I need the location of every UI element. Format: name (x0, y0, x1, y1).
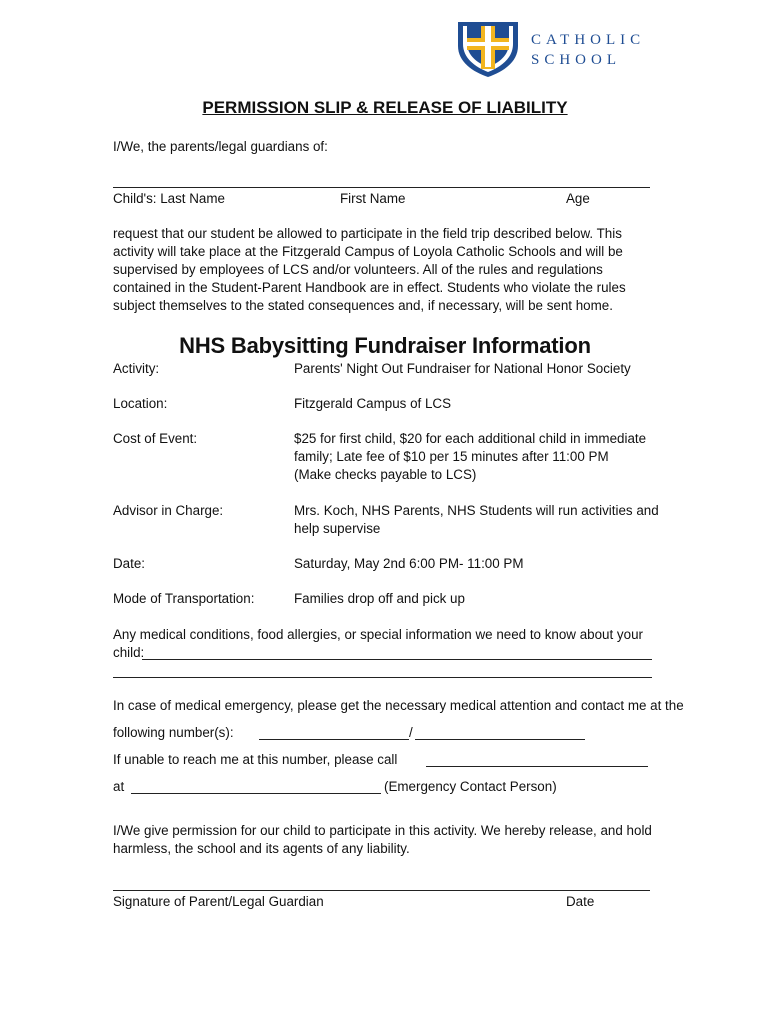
location-value: Fitzgerald Campus of LCS (294, 396, 452, 411)
medical-info-line-1[interactable] (142, 659, 652, 660)
cost-label: Cost of Event: (113, 431, 198, 446)
transport-label: Mode of Transportation: (113, 591, 255, 606)
alternate-contact-label: If unable to reach me at this number, please call (113, 752, 398, 767)
cost-value-line2: family; Late fee of $10 per 15 minutes after 11:00 PM (294, 449, 609, 464)
phone-numbers-label: following number(s): (113, 725, 234, 740)
shield-cross-icon (455, 22, 521, 78)
medical-question: Any medical conditions, food allergies, or special information we need to know about your (113, 627, 643, 642)
emergency-contact-note: (Emergency Contact Person) (384, 779, 557, 794)
logo-text-catholic: CATHOLIC (531, 32, 646, 48)
advisor-value-line1: Mrs. Koch, NHS Parents, NHS Students will run activities and (294, 503, 659, 518)
date-label: Date: (113, 556, 146, 571)
activity-value: Parents' Night Out Fundraiser for National Honor Society (294, 361, 631, 376)
child-age-label: Age (566, 191, 590, 206)
transport-value: Families drop off and pick up (294, 591, 465, 606)
release-text-line2: harmless, the school and its agents of any liability. (113, 841, 410, 856)
section-title: NHS Babysitting Fundraiser Information (179, 333, 591, 358)
at-label: at (113, 779, 125, 794)
cost-value-line1: $25 for first child, $20 for each additional child in immediate (294, 431, 647, 446)
activity-label: Activity: (113, 361, 160, 376)
logo-text (531, 30, 645, 70)
signature-line[interactable] (113, 890, 650, 891)
cost-value-line3: (Make checks payable to LCS) (294, 467, 477, 482)
location-label: Location: (113, 396, 168, 411)
child-first-name-label: First Name (340, 191, 406, 206)
signature-label: Signature of Parent/Legal Guardian (113, 894, 324, 909)
school-logo (455, 22, 646, 82)
date-value: Saturday, May 2nd 6:00 PM- 11:00 PM (294, 556, 524, 571)
release-text-line1: I/We give permission for our child to participate in this activity. We hereby release, and hold (113, 823, 652, 838)
logo-text-school: SCHOOL (531, 52, 622, 68)
phone-number-2-line[interactable] (415, 739, 585, 740)
phone-slash: / (409, 725, 413, 740)
child-last-name-label: Child's: Last Name (113, 191, 225, 206)
page-title: PERMISSION SLIP & RELEASE OF LIABILITY (202, 98, 568, 117)
advisor-value-line2: help supervise (294, 521, 381, 536)
phone-number-1-line[interactable] (259, 739, 409, 740)
child-name-line[interactable] (113, 187, 650, 188)
medical-info-line-2[interactable] (113, 677, 652, 678)
emergency-instructions: In case of medical emergency, please get the necessary medical attention and contact me at the (113, 698, 684, 713)
intro-paragraph: request that our student be allowed to participate in the field trip described below. This activity will take place at the Fitzgerald Campus of Loyola Catholic Schools and will be supervised by employees of LCS and/or volunteers. All of the rules and regulations contained in the Student-Parent Handbook are in effect. Students who violate the rules subject themselves to the stated consequences and, if necessary, will be sent home. (113, 226, 626, 313)
alternate-contact-line[interactable] (426, 766, 648, 767)
signature-date-label: Date (566, 894, 595, 909)
medical-child-label: child: (113, 645, 145, 660)
emergency-number-line[interactable] (131, 793, 381, 794)
guardian-intro: I/We, the parents/legal guardians of: (113, 139, 328, 154)
advisor-label: Advisor in Charge: (113, 503, 224, 518)
